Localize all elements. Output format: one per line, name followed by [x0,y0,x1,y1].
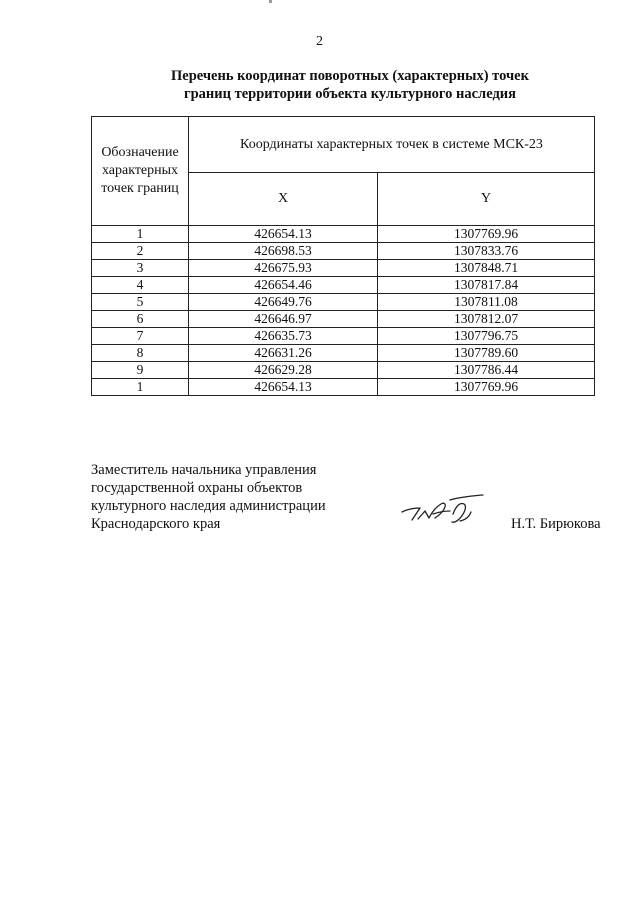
point-cell: 3 [92,260,189,277]
point-cell: 2 [92,243,189,260]
table-row [92,379,595,396]
x-cell: 426629.28 [189,362,378,379]
table-row [92,345,595,362]
point-cell: 5 [92,294,189,311]
y-cell: 1307833.76 [378,243,595,260]
point-cell: 7 [92,328,189,345]
x-cell: 426675.93 [189,260,378,277]
signatory-position [91,461,326,533]
position-line: государственной охраны объектов [91,480,303,496]
page-number: 2 [316,34,323,49]
table-row [92,243,595,260]
x-cell: 426698.53 [189,243,378,260]
x-cell: 426646.97 [189,311,378,328]
x-cell: 426631.26 [189,345,378,362]
position-line: культурного наследия администрации [91,498,326,514]
y-cell: 1307769.96 [378,379,595,396]
y-cell: 1307811.08 [378,294,595,311]
table-row [92,311,595,328]
coordinates-group-header: Координаты характерных точек в системе МСК-23 [189,117,595,173]
y-cell: 1307812.07 [378,311,595,328]
y-cell: 1307769.96 [378,226,595,243]
coordinates-table [91,116,595,396]
position-line: Заместитель начальника управления [91,462,317,478]
table-row [92,226,595,243]
y-column-header: Y [378,173,595,226]
y-cell: 1307789.60 [378,345,595,362]
x-cell: 426654.46 [189,277,378,294]
point-cell: 9 [92,362,189,379]
point-cell: 1 [92,379,189,396]
position-line: Краснодарского края [91,516,221,532]
table-row [92,260,595,277]
y-cell: 1307796.75 [378,328,595,345]
x-cell: 426654.13 [189,379,378,396]
table-row [92,328,595,345]
point-cell: 4 [92,277,189,294]
x-cell: 426635.73 [189,328,378,345]
signer-name: Н.Т. Бирюкова [511,516,601,532]
table-row [92,294,595,311]
document-title [90,67,610,103]
handwritten-signature [398,492,484,528]
title-line-2: границ территории объекта культурного наследия [184,86,516,102]
point-cell: 8 [92,345,189,362]
points-column-header: Обозначение характерных точек границ [92,117,189,226]
table-row [92,277,595,294]
y-cell: 1307786.44 [378,362,595,379]
scan-speck [269,0,272,3]
table-row [92,362,595,379]
x-cell: 426654.13 [189,226,378,243]
y-cell: 1307848.71 [378,260,595,277]
y-cell: 1307817.84 [378,277,595,294]
point-cell: 1 [92,226,189,243]
x-cell: 426649.76 [189,294,378,311]
x-column-header: X [189,173,378,226]
title-line-1: Перечень координат поворотных (характерных) точек [171,68,529,84]
coordinates-table-body [92,226,595,396]
point-cell: 6 [92,311,189,328]
